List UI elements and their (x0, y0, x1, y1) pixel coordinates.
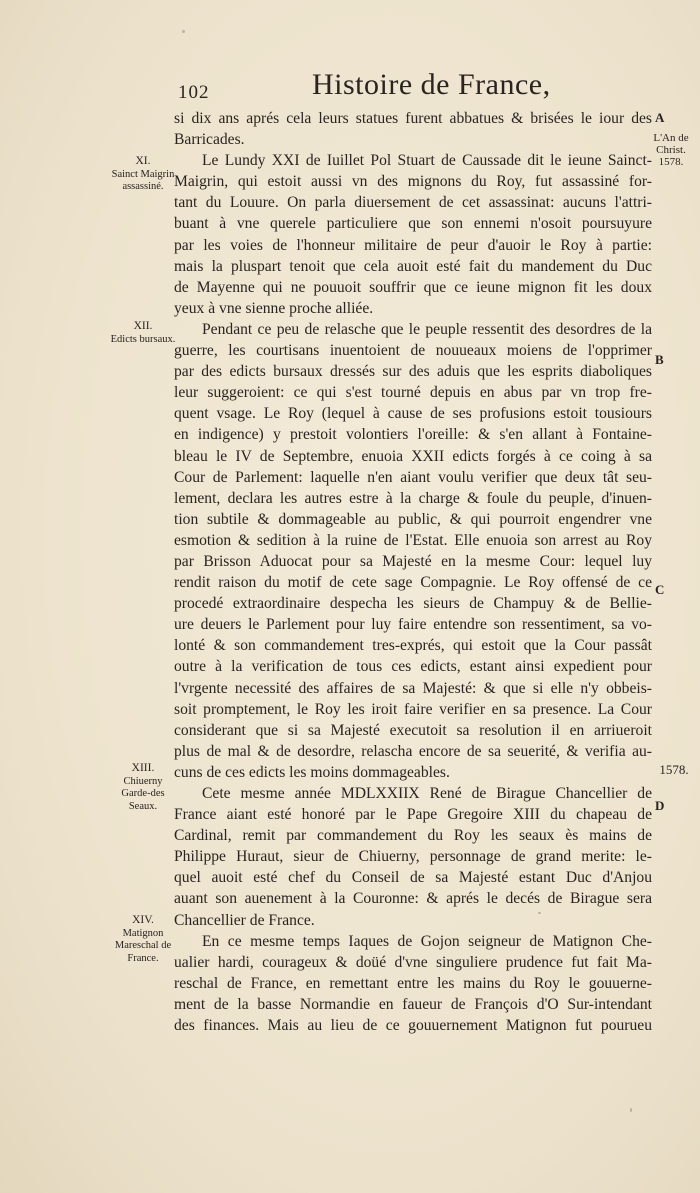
text-line: Chancellier de France. (174, 911, 315, 929)
side-note (110, 914, 176, 965)
text-line: de Mayenne qui ne pouuoit souffrir que ce ieune mignon fit les doux (174, 278, 652, 296)
text-line: si dix ans aprés cela leurs statues furent abbatues & brisées le iour des (174, 110, 652, 127)
text-line: auant son auenement à la Couronne: & aprés le decés de Birague sera (174, 890, 652, 908)
text-line: procedé extraordinaire despecha les sieurs de Champuy & de Bellie- (174, 595, 652, 613)
margin-date-top: L'An de Christ. 1578. (653, 132, 689, 168)
text-line: Philippe Huraut, sieur de Chiuerny, personnage de grand merite: le- (174, 848, 652, 866)
text-line: l'vrgente necessité des affaires de sa Majesté: & que si elle n'y obbeis- (174, 679, 652, 697)
text-line: buant à vne querele particuliere que son ennemi n'osoit poursuyure (174, 215, 652, 233)
text-line: Cete mesme année MDLXXIIX René de Birague Chancellier de (202, 785, 652, 802)
text-line: lement, declara les autres estre à la charge & foule du peuple, d'inuen- (174, 489, 652, 507)
text-line: des finances. Mais au lieu de ce gouuernement Matignon fut pourueu (174, 1017, 652, 1035)
text-line: Cour de Parlement: laquelle n'en aiant voulu verifier que deux tât seu- (174, 468, 652, 486)
paper-speck (182, 30, 185, 33)
text-line: par Brisson Aduocat pour sa Majesté en la mesme Cour: lequel luy (174, 552, 652, 570)
text-line: soit promptement, le Roy les iroit faire verifier en sa presence. La Cour (174, 700, 652, 718)
margin-letter-c: C (655, 582, 665, 597)
text-line: cuns de ces edicts les moins dommageables. (174, 763, 450, 781)
side-note (110, 320, 176, 346)
text-line: leur suggeroient: ce qui s'est tourné depuis en abus par vn trop fre- (174, 384, 652, 402)
text-line: rendit raison du motif de cete sage Compagnie. Le Roy offensé de ce (174, 574, 652, 592)
text-line: ure deuers le Parlement pour luy faire entendre son ressentiment, sa vo- (174, 616, 652, 634)
side-note-text: Edicts bursaux. (110, 333, 176, 345)
text-line: bleau le IV de Septembre, enuoia XXII edicts forgés à ce coing à sa (174, 447, 652, 465)
text-line: guerre, les courtisans inuentoient de nouueaux moiens de l'opprimer (174, 342, 652, 360)
text-line: reschal de France, en remettant entre les mains du Roy le gouuerne- (174, 974, 652, 992)
text-line: ualier hardi, courageux & doüé d'vne singuliere prudence fut fait Ma- (174, 953, 652, 971)
text-line: tion subtile & dommageable au public, & qui pourroit engendrer vne (174, 510, 652, 528)
text-line: Pendant ce peu de relasche que le peuple ressentit des desordres de la (202, 320, 652, 338)
text-line: France aiant esté honoré par le Pape Gregoire XIII du chapeau de (174, 806, 652, 824)
page-number: 102 (178, 82, 210, 103)
margin-letter-a: A (655, 110, 665, 125)
text-line: En ce mesme temps Iaques de Gojon seigneur de Matignon Che- (202, 932, 652, 950)
text-line: par des edicts bursaux dressés sur des aduis que les esprits diaboliques (174, 363, 652, 381)
text-line: esmotion & sedition à la ruine de l'Estat. Elle enuoia son arrest au Roy (174, 531, 652, 549)
text-line: tant du Louure. On parla diuersement de cet assassinat: aucuns l'attri- (174, 194, 652, 212)
margin-letter-d: D (655, 798, 665, 813)
margin-letter-b: B (655, 352, 664, 367)
text-line: Cardinal, remit par commandement du Roy les seaux ès mains de (174, 827, 652, 845)
side-note-text: Matignon Mareschal de France. (114, 927, 172, 964)
side-note-text: Chiuerny Garde-des Seaux. (121, 775, 165, 812)
text-line: considerant que si sa Majesté executoit sa resolution il en arriueroit (174, 721, 652, 739)
margin-date-middle: 1578. (659, 762, 689, 777)
side-note-number: XI. (135, 155, 151, 167)
paper-speck (630, 1108, 632, 1112)
text-line: yeux à vne sienne proche alliée. (174, 299, 374, 317)
text-line: en indigence) y prestoit volontiers l'oreille: & s'en allant à Fontaine- (174, 426, 652, 444)
text-line: mais la pluspart tenoit que cela auoit esté fait du mandement du Duc (174, 257, 652, 275)
text-line: outre à la verification de tous ces edicts, estant ainsi expedient pour (174, 658, 652, 676)
text-line: quent vsage. Le Roy (lequel à cause de ses profusions estoit tousiours (174, 405, 652, 423)
text-line: quel auoit esté chef du Conseil de sa Majesté estant Duc d'Anjou (174, 869, 652, 887)
text-line: lonté & son commandement tres-exprés, qui estoit que la Cour passât (174, 637, 652, 655)
body-text (174, 108, 652, 1036)
side-note (110, 762, 176, 813)
text-line: Le Lundy XXI de Iuillet Pol Stuart de Caussade dit le ieune Sainct- (202, 152, 652, 170)
text-line: Maigrin, qui estoit aussi vn des mignons du Roy, fut assassiné for- (174, 173, 652, 191)
paper-speck (538, 912, 541, 914)
text-line: plus de mal & de desordre, relascha encore de sa seuerité, & verifia au- (174, 742, 652, 760)
side-note-number: XIII. (131, 762, 155, 774)
side-note (110, 155, 176, 194)
text-line: Barricades. (174, 131, 245, 149)
side-note-number: XII. (133, 320, 153, 332)
running-title: Histoire de France, (312, 68, 551, 101)
text-line: ment de la basse Normandie en faueur de François d'O Sur-intendant (174, 995, 652, 1013)
text-line: par les voies de l'honneur militaire de peur d'auoir le Roy à partie: (174, 236, 652, 254)
side-note-text: Sainct Maigrin assassiné. (111, 168, 175, 192)
side-note-number: XIV. (132, 914, 154, 926)
